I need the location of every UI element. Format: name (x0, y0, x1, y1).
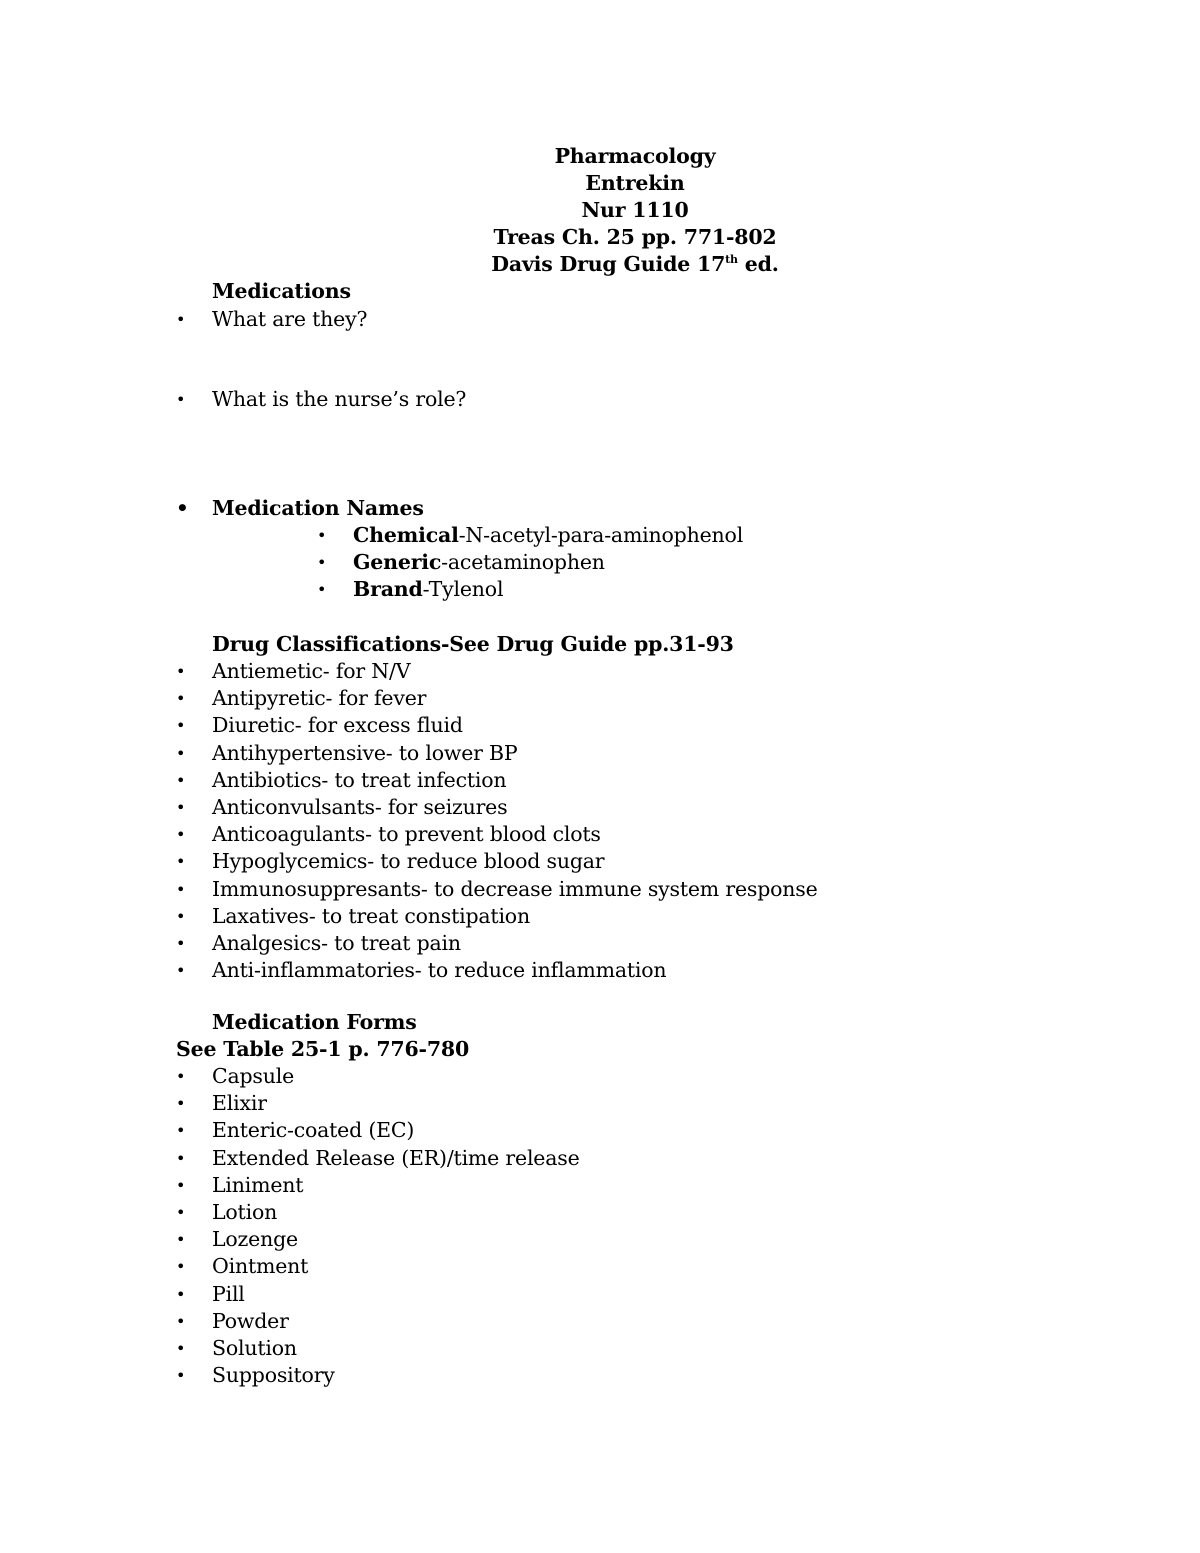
bullet: • (176, 1067, 186, 1086)
list-item: Antihypertensive- to lower BP (212, 740, 518, 765)
bullet: • (176, 1339, 186, 1358)
list-item: Liniment (212, 1172, 304, 1197)
list-item: Enteric-coated (EC) (212, 1118, 415, 1143)
bullet: • (176, 1230, 186, 1250)
table-reference: See Table 25-1 p. 776-780 (176, 1037, 470, 1061)
medication-names-heading: Medication Names (212, 496, 424, 520)
drug-classifications-heading: Drug Classifications-See Drug Guide pp.31-93 (212, 632, 734, 656)
bullet: • (176, 1284, 186, 1304)
list-item: Extended Release (ER)/time release (212, 1145, 580, 1170)
bullet: • (176, 496, 189, 520)
list-item: Lotion (212, 1200, 278, 1224)
list-item: Hypoglycemics- to reduce blood sugar (212, 849, 605, 874)
course-code: Nur 1110 (581, 198, 689, 222)
list-item: Solution (212, 1336, 297, 1360)
list-item: Immunosuppresants- to decrease immune system response (212, 876, 818, 901)
list-item: Ointment (212, 1254, 309, 1279)
list-item: Anti-inflammatories- to reduce inflammation (212, 958, 667, 983)
bullet: • (176, 1175, 186, 1195)
bullet: • (176, 770, 186, 790)
list-item: Powder (212, 1308, 289, 1333)
textbook-reference: Treas Ch. 25 pp. 771-802 (493, 225, 777, 249)
list-item: Analgesics- to treat pain (212, 931, 461, 955)
bullet: • (176, 1366, 186, 1386)
bullet: • (317, 526, 327, 545)
drug-guide-reference: Davis Drug Guide 17th ed. (491, 252, 779, 276)
list-item: Elixir (212, 1091, 267, 1116)
bullet: • (176, 852, 186, 872)
list-item: Antiemetic- for N/V (212, 659, 411, 683)
bullet: • (317, 580, 327, 599)
bullet: • (176, 1094, 186, 1114)
list-item: Antibiotics- to treat infection (212, 767, 507, 792)
medications-heading: Medications (212, 279, 351, 303)
list-item: Lozenge (212, 1227, 298, 1252)
bullet: • (176, 662, 186, 681)
bullet: • (176, 1257, 186, 1277)
bullet: • (176, 906, 186, 926)
list-item: Diuretic- for excess fluid (212, 713, 463, 738)
bullet: • (176, 825, 186, 845)
doc-title: Pharmacology (554, 144, 716, 168)
list-item: Laxatives- to treat constipation (212, 903, 530, 928)
list-item: What are they? (212, 307, 368, 331)
bullet: • (176, 934, 186, 953)
bullet: • (176, 1311, 186, 1331)
bullet: • (176, 390, 186, 409)
list-item: Anticonvulsants- for seizures (212, 795, 508, 819)
bullet: • (176, 716, 186, 736)
bullet: • (176, 961, 186, 981)
list-item: What is the nurse’s role? (212, 387, 467, 411)
medication-forms-heading: Medication Forms (212, 1010, 417, 1034)
bullet: • (176, 743, 186, 763)
bullet: • (176, 879, 186, 899)
list-item: Chemical-N-acetyl-para-aminophenol (353, 523, 744, 547)
instructor-name: Entrekin (585, 171, 685, 195)
list-item: Anticoagulants- to prevent blood clots (212, 822, 601, 847)
bullet: • (176, 798, 186, 817)
bullet: • (176, 1121, 186, 1141)
list-item: Suppository (212, 1363, 335, 1388)
bullet: • (176, 310, 186, 329)
list-item: Pill (212, 1281, 245, 1306)
bullet: • (317, 553, 327, 572)
list-item: Brand-Tylenol (353, 577, 504, 601)
bullet: • (176, 689, 186, 709)
list-item: Generic-acetaminophen (353, 550, 605, 574)
list-item: Capsule (212, 1064, 295, 1088)
bullet: • (176, 1203, 186, 1222)
bullet: • (176, 1148, 186, 1168)
list-item: Antipyretic- for fever (212, 686, 427, 711)
